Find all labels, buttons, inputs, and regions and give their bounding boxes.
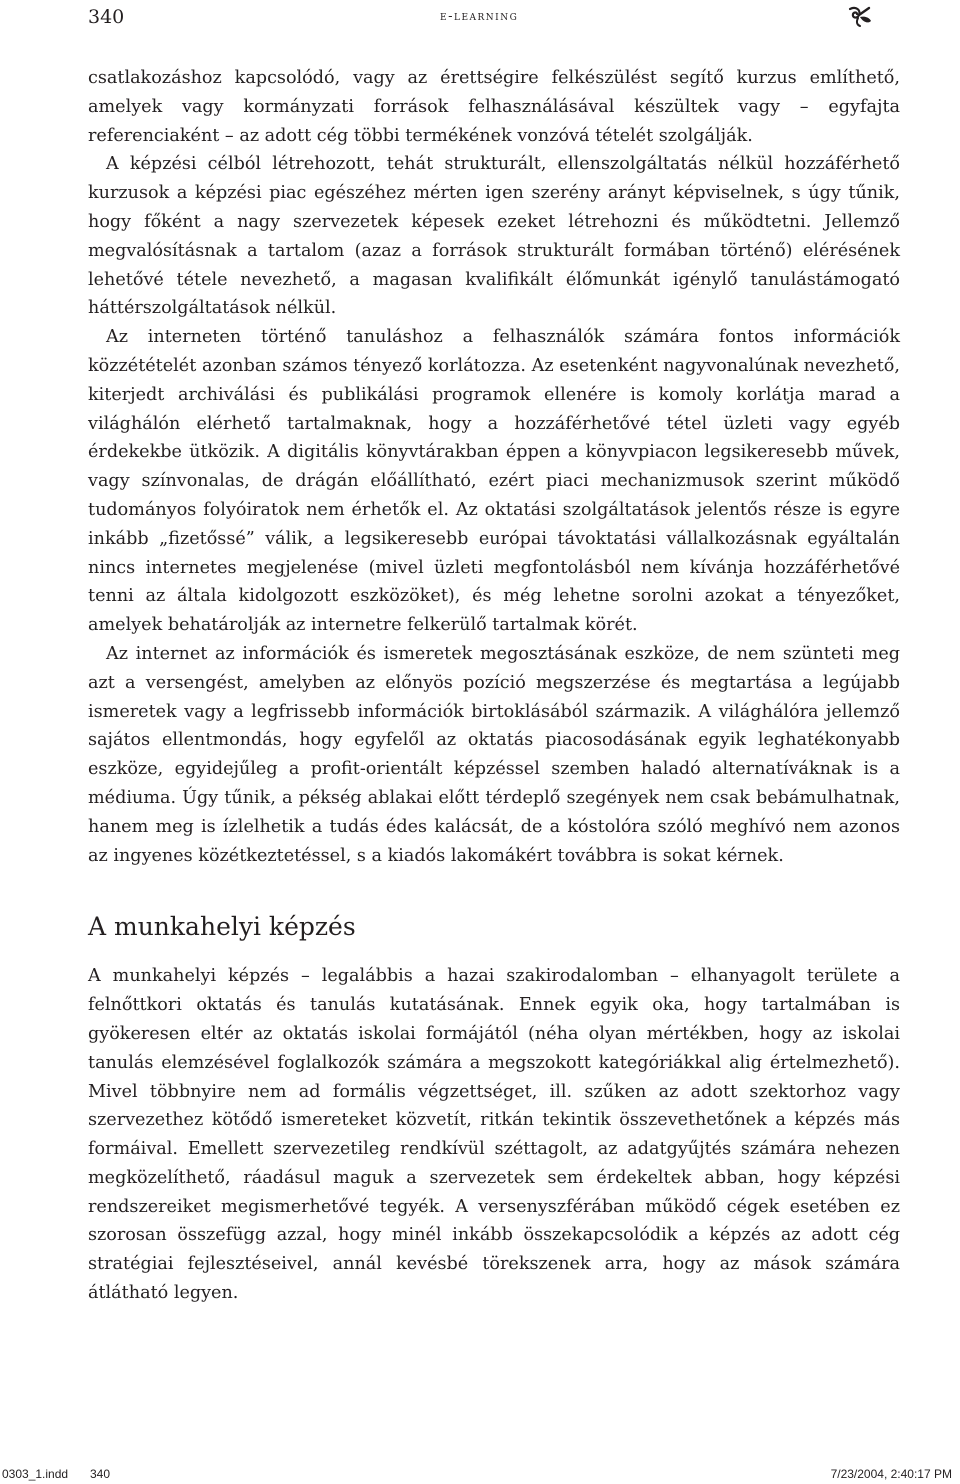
running-head: e-learning: [440, 9, 519, 24]
section-heading: A munkahelyi képzés: [88, 912, 356, 942]
footer-file-name: 0303_1.indd: [2, 1467, 69, 1481]
body-text: [88, 64, 900, 1308]
paragraph-2: A képzési célból létrehozott, tehát strukturált, ellenszolgáltatás nélkül hozzáférhető kurzusok a képzési piac egészéhez mérten igen szerény arányt képviselnek, s úgy tűnik, hogy főként a nagy szervezetek képesek ezeket létrehozni és működtetni. Jellemző megvalósításnak a tartalom (azaz a források strukturált formában történő) elérésének lehetővé tétele nevezhető, a magasan kvalifikált élőmunkát igénylő tanulástámogató háttérszolgáltatások nélkül.: [88, 154, 900, 319]
paragraph-3: Az interneten történő tanuláshoz a felhasználók számára fontos információk közzétételét azonban számos tényező korlátozza. Az esetenként nagyvonalúnak nevezhető, kiterjedt archiválási és publikálási programok ellenére is komoly korlátja marad a világhálón elérhető tartalmaknak, hogy a hozzáférhetővé tétel üzleti vagy egyéb érdekekbe ütközik. A digitális könyvtárakban éppen a könyvpiacon legsikeresebb művek, vagy színvonalas, de drágán előállítható, ezért piaci mechanizmusok szerint működő tudományos folyóiratok nem érhetők el. Az oktatási szolgáltatások jelentős része is egyre inkább „fizetőssé” válik, a legsikeresebb európai távoktatási vállalkozásnak egyáltalán nincs internetes megjelenése (mivel üzleti megfontolásból nem kívánja hozzáférhetővé tenni az általa kidolgozott eszközöket), és még lehetne sorolni azokat a tényezőket, amelyek behatárolják az internetre felkerülő tartalmak körét.: [88, 327, 900, 636]
page-number: 340: [88, 6, 125, 28]
paragraph-1: csatlakozáshoz kapcsolódó, vagy az érettségire felkészülést segítő kurzus említhető, amelyek vagy kormányzati források felhasználásával készültek vagy – egyfajta referenciaként – az adott cég többi termékének vonzóvá tételét szolgálják.: [88, 68, 900, 146]
fleuron-icon: [847, 4, 873, 28]
footer-timestamp: 7/23/2004, 2:40:17 PM: [830, 1467, 952, 1481]
section-paragraph: A munkahelyi képzés – legalábbis a hazai szakirodalomban – elhanyagolt területe a felnőttkori oktatás és tanulás kutatásának. Ennek egyik oka, hogy tartalmában is gyökeresen eltér az oktatás iskolai formájától (néha olyan mértékben, hogy az iskolai tanulás elemzésével foglalkozók számára a megszokott kategóriákkal alig értelmezhető). Mivel többnyire nem ad formális végzettséget, ill. szűken az adott szektorhoz vagy szervezethez kötődő ismereteket közvetít, ritkán tekintik összevethetőnek a képzés más formáival. Emellett szervezetileg rendkívül széttagolt, az adatgyűjtés számára nehezen megközelíthető, ráadásul maguk a szervezetek sem érdekeltek abban, hogy képzési rendszereiket megismerhetővé tegyék. A versenyszférában működő cégek esetében ez szorosan összefügg azzal, hogy minél inkább összekapcsolódik a képzés az adott cég stratégiai fejlesztéseivel, annál kevésbé törekszenek arra, hogy az mások számára átlátható legyen.: [88, 966, 900, 1304]
footer-page-number: 340: [90, 1467, 111, 1481]
paragraph-4: Az internet az információk és ismeretek megosztásának eszköze, de nem szünteti meg azt a versengést, amelyben az előnyös pozíció megszerzése és megtartása a legújabb ismeretek vagy a legfrissebb információk birtoklásából származik. A világhálóra jellemző sajátos ellentmondás, hogy egyfelől az oktatás piacosodásának egyik leghatékonyabb eszköze, egyidejűleg a profit-orientált képzéssel szemben haladó alternatíváknak is a médiuma. Úgy tűnik, a pékség ablakai előtt térdeplő szegények nem csak bebámulhatnak, hanem meg is ízlelhetik a tudás édes kalácsát, de a kóstolóra szóló meghívó nem azonos az ingyenes közétkeztetéssel, s a kiadós lakomákért továbbra is sokat kérnek.: [88, 643, 900, 866]
